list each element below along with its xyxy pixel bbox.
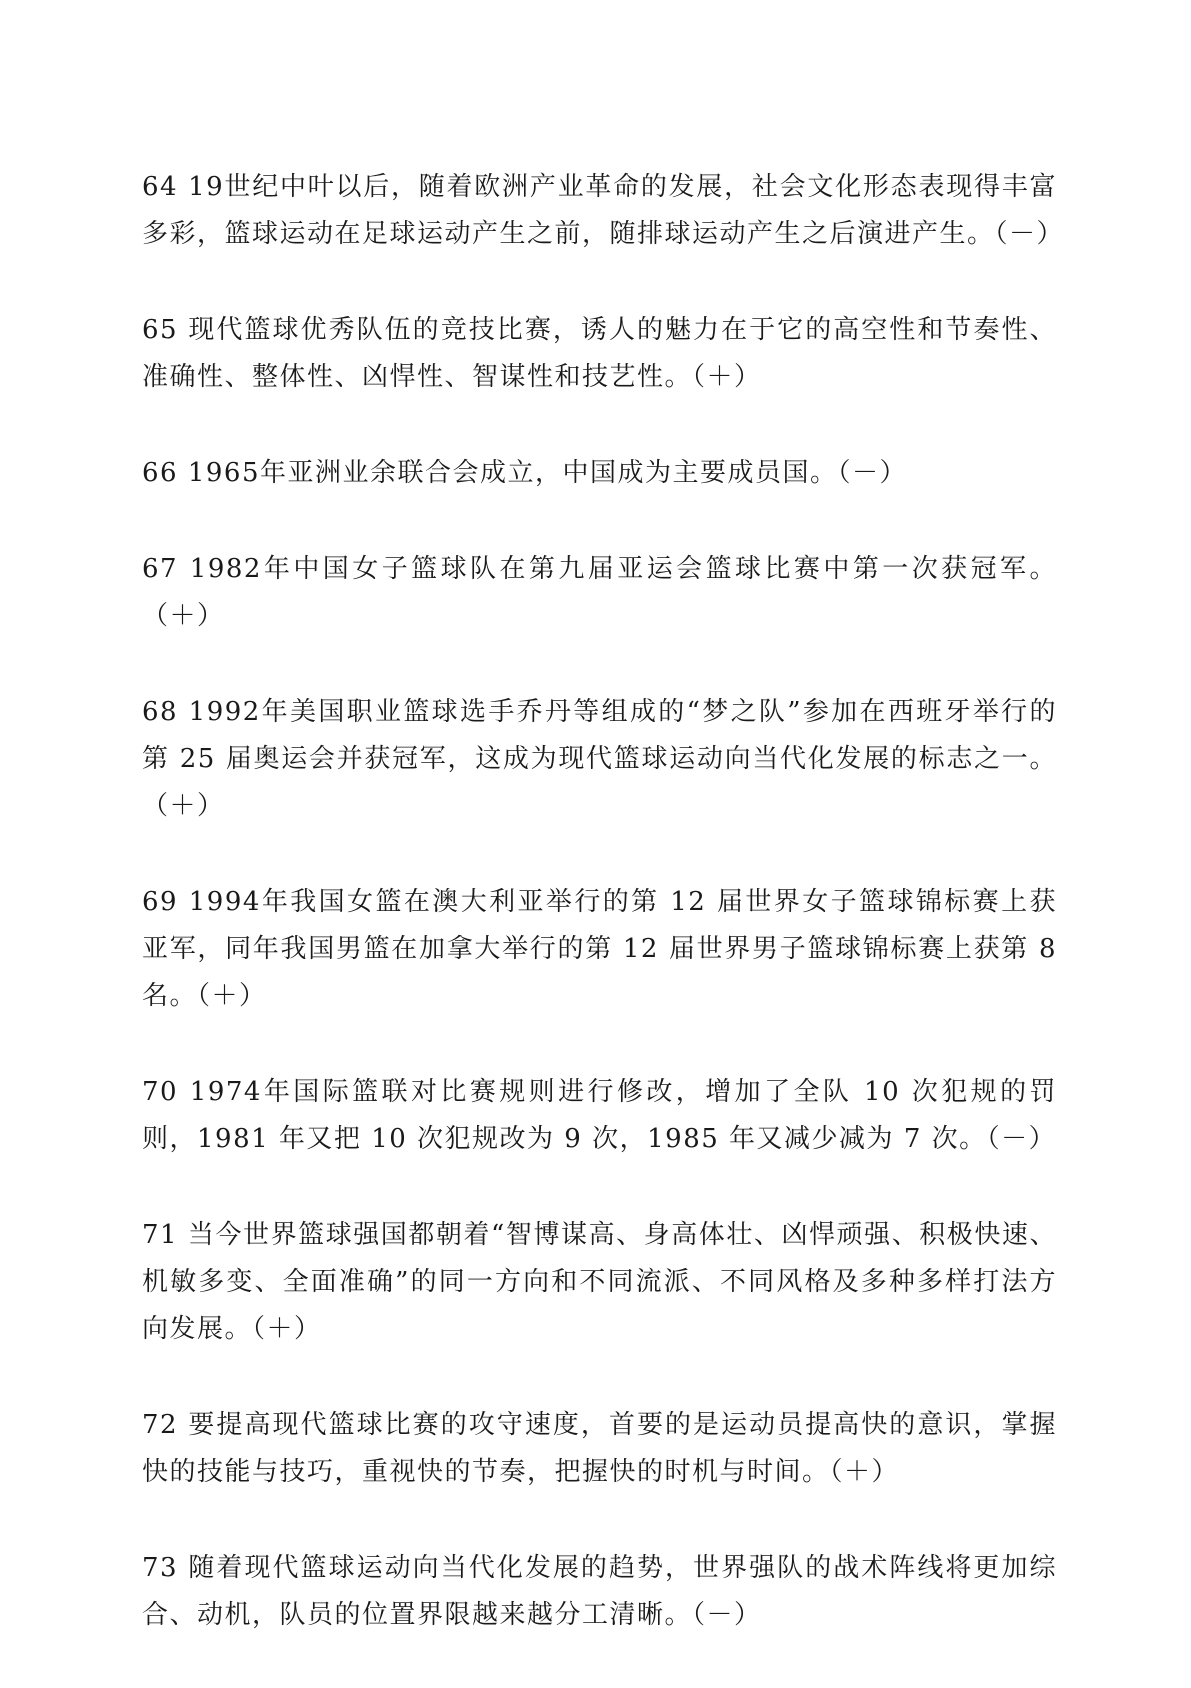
question-item-73: 73 随着现代篮球运动向当代化发展的趋势，世界强队的战术阵线将更加综合、动机，队员的位置界限越来越分工清晰。（－） [142,1553,1057,1630]
question-item-69: 69 1994年我国女篮在澳大利亚举行的第 12 届世界女子篮球锦标赛上获亚军，同年我国男篮在加拿大举行的第 12 届世界男子篮球锦标赛上获第 8 名。（＋） [142,887,1057,1011]
question-item-72: 72 要提高现代篮球比赛的攻守速度，首要的是运动员提高快的意识，掌握快的技能与技巧，重视快的节奏，把握快的时机与时间。（＋） [142,1410,1057,1487]
question-list [142,164,1065,1688]
question-item-66: 66 1965年亚洲业余联合会成立，中国成为主要成员国。（－） [142,458,908,488]
question-item-67: 67 1982年中国女子篮球队在第九届亚运会篮球比赛中第一次获冠军。（＋） [142,554,1057,631]
question-item-71: 71 当今世界篮球强国都朝着“智博谋高、身高体壮、凶悍顽强、积极快速、机敏多变、全面准确”的同一方向和不同流派、不同风格及多种多样打法方向发展。（＋） [142,1220,1057,1344]
question-item-70: 70 1974年国际篮联对比赛规则进行修改，增加了全队 10 次犯规的罚则，1981 年又把 10 次犯规改为 9 次，1985 年又减少减为 7 次。（－） [142,1077,1057,1154]
question-item-65: 65 现代篮球优秀队伍的竞技比赛，诱人的魅力在于它的高空性和节奏性、准确性、整体性、凶悍性、智谋性和技艺性。（＋） [142,315,1057,392]
question-item-64: 64 19世纪中叶以后，随着欧洲产业革命的发展，社会文化形态表现得丰富多彩，篮球运动在足球运动产生之前，随排球运动产生之后演进产生。（－） [142,172,1065,249]
question-item-68: 68 1992年美国职业篮球选手乔丹等组成的“梦之队”参加在西班牙举行的第 25 届奥运会并获冠军，这成为现代篮球运动向当代化发展的标志之一。（＋） [142,697,1057,821]
